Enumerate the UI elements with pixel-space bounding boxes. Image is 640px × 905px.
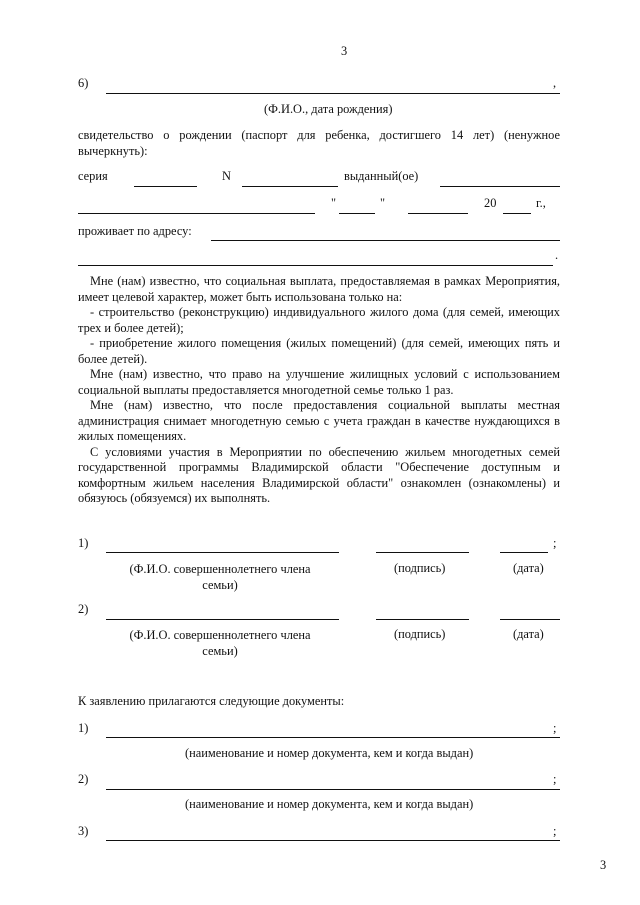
issued-by-field[interactable] <box>440 186 560 187</box>
member-name-field[interactable] <box>106 93 560 94</box>
year-suffix: г., <box>536 196 546 210</box>
member-comma: , <box>553 76 557 90</box>
member-caption: (Ф.И.О., дата рождения) <box>264 102 393 116</box>
paragraph-target-use: Мне (нам) известно, что социальная выплата, предоставляемая в рамках Мероприятия, имеет целевой характер, может быть использована только на: <box>78 274 560 304</box>
signature-1-name-caption: (Ф.И.О. совершеннолетнего члена семьи) <box>129 562 311 592</box>
paragraph-construction: - строительство (реконструкцию) индивидуального жилого дома (для семей, имеющих трех и более детей); <box>78 305 560 335</box>
paragraph-purchase: - приобретение жилого помещения (жилых помещений) (для семей, имеющих пять и более детей). <box>78 336 560 366</box>
paragraph-deregistration: Мне (нам) известно, что после предоставления социальной выплаты местная администрация снимает многодетную семью с учета граждан в качестве нуждающихся в жилых помещениях. <box>78 398 560 443</box>
attachment-2-caption: (наименование и номер документа, кем и когда выдан) <box>185 797 474 811</box>
signature-1-semicolon: ; <box>553 536 557 550</box>
signature-1-sign-field[interactable] <box>376 552 469 553</box>
year-prefix: 20 <box>484 196 497 210</box>
paragraph-one-time: Мне (нам) известно, что право на улучшение жилищных условий с использованием социальной выплаты предоставляется многодетной семье только 1 раз. <box>78 367 560 397</box>
signature-2-name-caption: (Ф.И.О. совершеннолетнего члена семьи) <box>129 628 311 658</box>
number-label: N <box>222 169 231 183</box>
attachment-3-field[interactable] <box>106 840 560 841</box>
signature-2-sign-caption: (подпись) <box>394 627 446 641</box>
signature-2-name-field[interactable] <box>106 619 339 620</box>
attachments-intro: К заявлению прилагаются следующие документы: <box>78 694 345 708</box>
signature-2-number: 2) <box>78 602 89 616</box>
attachment-2-field[interactable] <box>106 789 560 790</box>
address-label: проживает по адресу: <box>78 224 192 238</box>
header-page-number: 3 <box>341 44 348 58</box>
address-field[interactable] <box>211 240 560 241</box>
issued-label: выданный(ое) <box>344 169 419 183</box>
address-period: . <box>555 248 559 262</box>
issue-month-field[interactable] <box>408 213 468 214</box>
signature-1-sign-caption: (подпись) <box>394 561 446 575</box>
paragraph-agreement: С условиями участия в Мероприятии по обеспечению жильем многодетных семей государственной программы Владимирской области "Обеспечение доступным и комфортным жильем населения Владимирской области" ознакомлен (ознакомлены) и обязуюсь (обязуемся) их выполнять. <box>78 444 560 505</box>
signature-1-number: 1) <box>78 536 89 550</box>
signature-1-name-field[interactable] <box>106 552 339 553</box>
member-number: 6) <box>78 76 89 90</box>
issue-year-field[interactable] <box>503 213 531 214</box>
quote-open: " <box>331 196 337 210</box>
address-field-continued[interactable] <box>78 265 553 266</box>
attachment-2-semicolon: ; <box>553 772 557 786</box>
series-field[interactable] <box>134 186 197 187</box>
signature-1-date-caption: (дата) <box>513 561 544 575</box>
body-text <box>78 274 560 507</box>
attachment-1-number: 1) <box>78 721 89 735</box>
series-label: серия <box>78 169 108 183</box>
signature-2-sign-field[interactable] <box>376 619 469 620</box>
issue-day-field[interactable] <box>339 213 375 214</box>
footer-page-number: 3 <box>600 858 607 872</box>
signature-1-date-field[interactable] <box>500 552 548 553</box>
signature-2-date-caption: (дата) <box>513 627 544 641</box>
birth-certificate-label: свидетельство о рождении (паспорт для ребенка, достигшего 14 лет) (ненужное вычеркнуть): <box>78 128 560 158</box>
attachment-3-number: 3) <box>78 824 89 838</box>
quote-close: " <box>380 196 386 210</box>
signature-2-date-field[interactable] <box>500 619 560 620</box>
attachment-1-field[interactable] <box>106 737 560 738</box>
issued-by-field-continued[interactable] <box>78 213 315 214</box>
attachment-2-number: 2) <box>78 772 89 786</box>
attachment-1-caption: (наименование и номер документа, кем и когда выдан) <box>185 746 474 760</box>
attachment-1-semicolon: ; <box>553 721 557 735</box>
attachment-3-semicolon: ; <box>553 824 557 838</box>
number-field[interactable] <box>242 186 338 187</box>
